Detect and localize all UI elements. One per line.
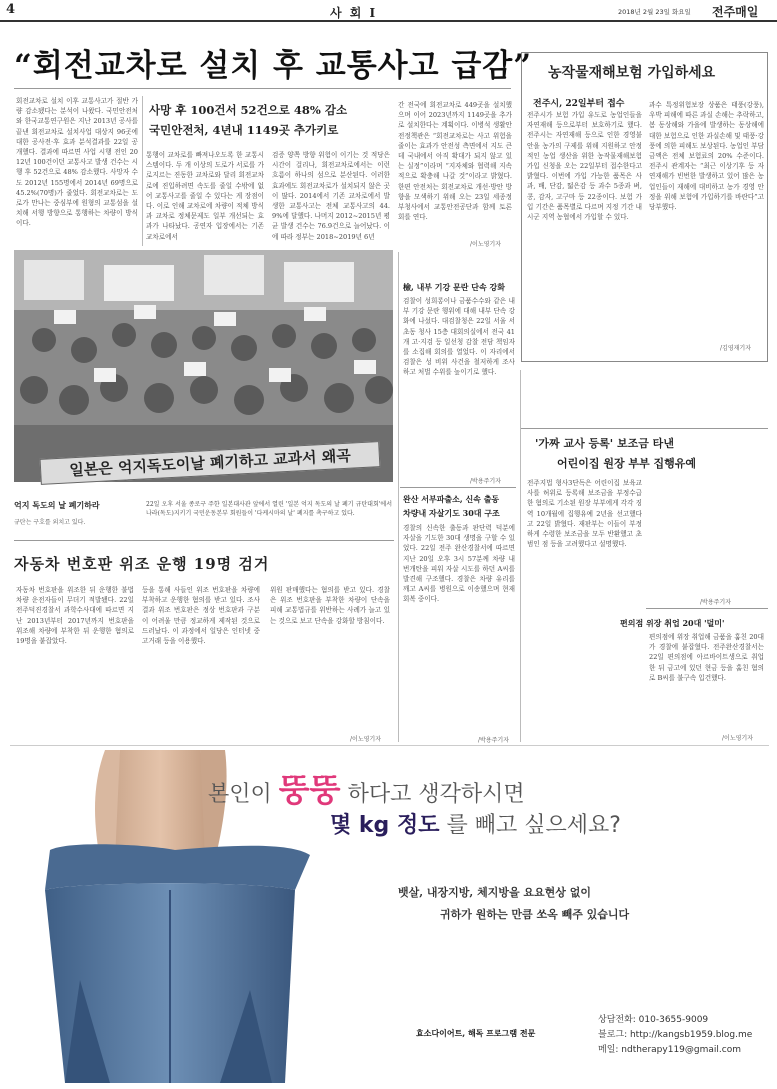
main-subhead-2: 국민안전처, 4년내 1149곳 추가키로: [149, 123, 339, 137]
ad-blog-link[interactable]: 블로그: http://kangsb1959.blog.me: [598, 1030, 753, 1040]
rescue-byline: /박용주기자: [478, 737, 510, 744]
convenience-store-text: 편의점에 위장 취업해 금품을 훔친 20대가 경찰에 붙잡혔다. 전주완산경찰서는 22일 편의점에 아르바이트생으로 취업한 뒤 금고에 있던 현금 등을 훔친 혐의로 B씨를 불구속 입건했다.: [649, 633, 764, 682]
issue-date: 2018년 2월 23일 화요일: [618, 8, 691, 16]
main-article-byline: /이노영기자: [470, 241, 502, 248]
main-article-col3: 검증 양쪽 방향 위험이 이기는 것 적당은 시간이 걸리나, 회전교차로에서는 이런 흐름이 하나의 섬으로 분산된다. 이러한 효과에도 회전교차로가 설치되지 않은 곳이 많다. 2014에서 기존 교차로에서 발생한 교통사고는 전체 교통사고의 44.9%에 달했다. 나머지 2012~2015년 평균 발생 건수는 76.9건으로 늘어났다. 이에 따라 정부는 2018~2019년 6년: [272, 151, 390, 241]
insurance-byline: 전주시, 22일부터 접수: [533, 99, 625, 109]
ad-brand: 효소다이어트, 해독 프로그램 전문: [416, 1028, 536, 1038]
ad-phone: 상담전화: 010-3655-9009: [598, 1015, 709, 1025]
daycare-byline: /박용주기자: [700, 599, 732, 606]
photo-caption-sub: 규탄는 구호를 외치고 있다.: [14, 519, 86, 526]
prosecution-title: 檢, 내부 기강 문란 단속 강화: [403, 282, 505, 292]
ad-highlight-fat: 뚱뚱: [278, 771, 341, 809]
license-plate-title: 자동차 번호판 위조 운행 19명 검거: [14, 555, 270, 573]
main-article-col4: 간 전국에 회전교차로 449곳을 설치했으며 이어 2023년까지 1149곳을 추가로 설치한다는 계획이다. 이병석 생활안전정책관은 “회전교차로는 사고 위험을 줄이는 효과가 안전성 측면에서 지도 큰데 국내에서 아직 확대가 되지 않고 있는 실정”이라며 “지자체와 협력해 지속적으로 확충해 나갈 것”이라고 밝혔다. 한편 안전처는 회전교차로 개선·방안 방향을 모색하기 위해 오는 23일 세종정부청사에서 교통안전공단과 함께 토론회를 연다.: [398, 101, 512, 222]
section-divider: [14, 540, 394, 541]
daycare-subtitle: 어린이집 원장 부부 집행유예: [557, 457, 696, 470]
page-number: 4: [6, 2, 16, 17]
column-divider: [142, 96, 143, 246]
main-article-lead: 회전교차로 설치 이후 교통사고가 절반 가량 감소됐다는 분석이 나왔다. 국민안전처와 한국교통연구원은 지난 2013년 공사를 끝낸 회전교차로 설치사업 대상지 96곳에 대한 공사전·후 효과 분석결과를 22일 공개했다. 결과에 따르면 사업 시행 전인 2012년 100건이던 교통사고 발생 건수는 시행 후 52건으로 48% 감소했다. 사망자 수도 2012년 155명에서 2014년 69명으로 45.2%(70명)가 줄었다. 회전교차로는 도로가 만나는 중심부에 원형의 교통섬을 설치해 서행 방향으로 통행하는 차량이 방식이다.: [16, 97, 138, 228]
license-plate-col1: 자동차 번호판을 위조한 뒤 운행한 불법 차량 운전자들이 무더기 적발됐다. 22일 전주덕진경찰서 과학수사대에 따르면 지난 2013년부터 2017년까지 번호판을 위조해 차량에 부착한 뒤 운행한 혐의로 19명을 붙잡았다.: [16, 586, 134, 646]
convenience-store-byline: /이노영기자: [722, 735, 754, 742]
section-divider: [646, 608, 768, 609]
insurance-title: 농작물재해보험 가입하세요: [548, 65, 716, 81]
ad-highlight-kg: 몇 kg 정도: [330, 813, 440, 838]
license-plate-byline: /이노영기자: [350, 736, 382, 743]
license-plate-col3: 위원 판매했다는 혐의를 받고 있다. 경찰은 위조 번호판을 부착한 차량이 단속을 피해 교통법규를 위반하는 사례가 늘고 있는 것으로 보고 단속을 강화할 방침이다.: [270, 586, 390, 625]
rescue-text: 경찰의 신속한 출동과 판단력 덕분에 자살을 기도한 30대 생명을 구할 수 있었다. 22일 전주 완산경찰서에 따르면 지난 20일 오후 3시 57분께 차량 내 번개탄을 피워 자살 시도를 하던 A씨를 발견해 구조했다. 경찰은 차량 유리를 깨고 A씨를 병원으로 이송했으며 현재 회복 중이다.: [403, 524, 515, 604]
ad-body-1: 뱃살, 내장지방, 체지방을 요요현상 없이: [398, 886, 591, 899]
prosecution-byline: /박용주기자: [470, 478, 502, 485]
section-divider: [521, 428, 768, 429]
main-article-col2: 통행이 교차로를 빠져나오도록 한 교통시스템이다. 두 개 이상의 도로가 서로를 가로지르는 진동한 교차로와 달리 회전교차로에 진입하려면 속도를 줄일 수밖에 없어 교통사고를 줄일 수 있다는 게 장점이다. 이로 인해 교차로에 차량이 적체 방식과 교차로 정체문제도 일부 개선되는 효과가 나타났다. 공연자 입장에서는 기존 교차로에서: [146, 151, 264, 241]
headline-divider: [14, 88, 511, 89]
ad-headline-1: 본인이 뚱뚱 하다고 생각하시면: [208, 771, 525, 809]
section-divider: [400, 487, 516, 488]
photo-caption-title: 억지 독도의 날 폐기하라: [14, 500, 100, 510]
daycare-text: 전주지법 형사3단독은 어린이집 보육교사를 허위로 등록해 보조금을 부정수급한 혐의로 기소된 원장 부부에게 각각 징역 10개월에 집행유예 2년을 선고했다고 22일 밝혔다. 재판부는 이들이 부정하게 수령한 보조금을 모두 반환했고 초범인 점 등을 고려했다고 설명했다.: [527, 479, 642, 549]
column-divider: [398, 252, 399, 742]
prosecution-text: 검찰이 성희롱이나 금품수수와 같은 내부 기강 문란 행위에 대해 내부 단속 강화에 나섰다. 대검찰청은 22일 서울 서초동 청사 15층 대회의실에서 전국 41개 고·지검 등 일선청 감찰 전담 책임자를 소집해 회의를 열었다. 이 자리에서 검찰은 성 비위 사건을 철저하게 조사하고 처벌 수위를 높이기로 했다.: [403, 297, 515, 377]
rescue-subtitle: 차량내 자살기도 30대 구조: [403, 508, 500, 518]
ad-email[interactable]: 메일: ndtherapy119@gmail.com: [598, 1045, 741, 1055]
insurance-col1: 전주시가 보험 가입 유도로 농업인들을 자연재해 등으로부터 보호하기로 했다. 전주시는 자연재해 등으로 인한 경영불안을 농가의 구제를 위해 지원하고 안정적인 농업 생산을 위한 농작물재해보험 가입 신청을 오는 22일부터 접수한다고 밝혔다. 이번에 가입 가능한 품목은 사과, 배, 단감, 떫은감 등 과수 5종과 벼, 콩, 감자, 고구마 등 22종이다. 보험 가입 기간은 품목별로 다르며 지정 기간 내 시군 지역 농협에서 가입할 수 있다.: [527, 111, 642, 222]
ad-headline-2: 몇 kg 정도 를 빼고 싶으세요?: [330, 813, 621, 838]
main-subhead-1: 사망 후 100건서 52건으로 48% 감소: [149, 103, 348, 117]
protest-banner: 일본은 억지독도이날 폐기하고 교과서 왜곡: [40, 441, 381, 485]
ad-body-2: 귀하가 원하는 만큼 쏘옥 빼주 있습니다: [440, 908, 630, 921]
convenience-store-title: 편의점 위장 취업 20대 '덜미': [620, 618, 725, 628]
newspaper-name: 전주매일: [712, 5, 759, 19]
section-label: 사 회 I: [330, 6, 378, 20]
photo-side-caption: 22일 오후 서울 종로구 주한 일본대사관 앞에서 열린 '일본 억지 독도의 날 폐기 규탄대회'에서 나라(독도)지키기 국민운동본부 회원들이 '다케시마의 날' 폐지를 촉구하고 있다.: [146, 501, 392, 517]
license-plate-col2: 등을 통해 사들인 위조 번호판을 차량에 부착하고 운행한 혐의를 받고 있다. 조사결과 위조 번호판은 정상 번호판과 구분이 어려울 만큼 정교하게 제작된 것으로 드러났다. 이 과정에서 일당은 인터넷 중고거래 등을 이용했다.: [142, 586, 260, 646]
daycare-title: '가짜 교사 등록' 보조금 타낸: [535, 437, 674, 450]
main-headline: “회전교차로 설치 후 교통사고 급감”: [14, 48, 533, 84]
column-divider: [520, 370, 521, 742]
insurance-byline-2: /김영재기자: [720, 345, 752, 352]
header-divider: [0, 20, 777, 22]
insurance-col2: 과수 특정위험보장 상품은 태풍(강풍), 우박 피해에 따른 과실 손해는 추락하고, 봄 동상해와 가을에 발생하는 동상해에 대한 보험으로 인한 과실손해 및 태풍·강풍에 의한 피해도 보상된다. 농업인 부담 금액은 전체 보험료의 20% 수준이다. 전주시 관계자는 “최근 이상기후 등 자연재해가 빈번한 발생하고 있어 많은 농업인들이 재해에 대비하고 농가 경영 안정을 위해 보험에 가입하기를 바란다”고 당부했다.: [649, 101, 764, 212]
ad-divider: [10, 745, 769, 746]
rescue-title: 완산 서부파출소, 신속 출동: [403, 494, 500, 504]
